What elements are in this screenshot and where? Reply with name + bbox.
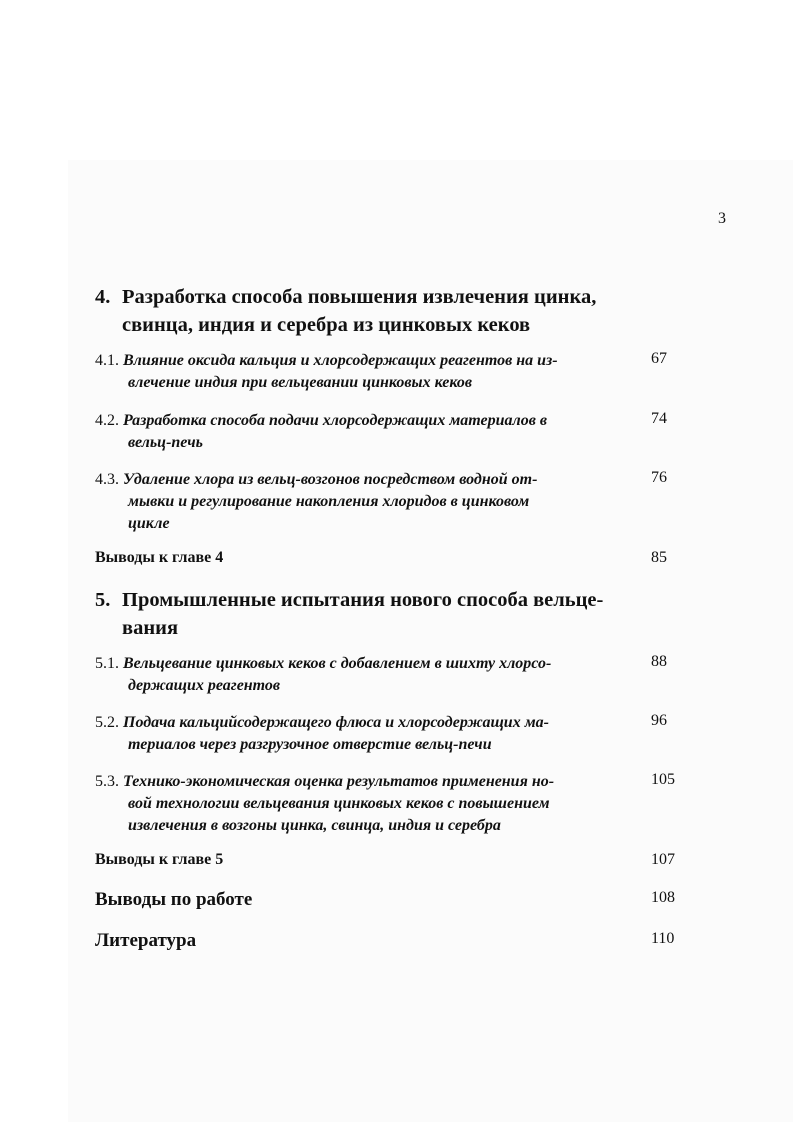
section-title-line1: Влияние оксида кальция и хлорсодержащих реагентов на из-	[123, 352, 558, 369]
section-label: 5.2.	[95, 714, 119, 731]
section-title-line3: цикле	[128, 515, 170, 532]
page-ref-conclusions-5: 107	[651, 851, 675, 868]
section-label: 5.3.	[95, 773, 119, 790]
page-number: 3	[718, 210, 726, 227]
section-title-line2: держащих реагентов	[128, 677, 281, 694]
chapter-4-conclusions: Выводы к главе 4	[95, 549, 224, 566]
section-title-line1: Разработка способа подачи хлорсодержащих материалов в	[123, 412, 548, 429]
chapter-5-number: 5.	[95, 589, 111, 611]
chapter-4-number: 4.	[95, 286, 111, 308]
section-title-line2: вельц-печь	[128, 434, 203, 451]
chapter-5-conclusions: Выводы к главе 5	[95, 851, 224, 868]
section-title-line2: териалов через разгрузочное отверстие вельц-печи	[128, 736, 492, 753]
chapter-4-title-line1: Разработка способа повышения извлечения цинка,	[122, 286, 597, 308]
chapter-5-title-line2: вания	[122, 617, 179, 639]
work-conclusions: Выводы по работе	[95, 889, 253, 910]
page-ref-work-conclusions: 108	[651, 889, 675, 906]
section-title-line2: влечение индия при вельцевании цинковых кеков	[128, 374, 472, 391]
section-label: 4.2.	[95, 412, 119, 429]
page-ref-literature: 110	[651, 930, 675, 947]
section-title-line1: Технико-экономическая оценка результатов применения но-	[123, 773, 555, 790]
page-ref-5-2: 96	[651, 712, 667, 729]
literature: Литература	[95, 930, 197, 951]
section-title-line1: Подача кальцийсодержащего флюса и хлорсодержащих ма-	[123, 714, 549, 731]
section-title-line3: извлечения в возгоны цинка, свинца, индия и серебра	[128, 817, 501, 834]
section-title-line1: Удаление хлора из вельц-возгонов посредством водной от-	[123, 471, 538, 488]
page-ref-5-3: 105	[651, 771, 675, 788]
section-label: 4.3.	[95, 471, 119, 488]
section-label: 5.1.	[95, 655, 119, 672]
page-ref-4-2: 74	[651, 410, 667, 427]
chapter-5-title-line1: Промышленные испытания нового способа вельце-	[122, 589, 604, 611]
section-title-line1: Вельцевание цинковых кеков с добавлением в шихту хлорсо-	[123, 655, 552, 672]
page-ref-5-1: 88	[651, 653, 667, 670]
section-title-line2: мывки и регулирование накопления хлоридов в цинковом	[128, 493, 530, 510]
chapter-4-title-line2: свинца, индия и серебра из цинковых кеков	[122, 314, 531, 336]
section-label: 4.1.	[95, 352, 119, 369]
page-ref-conclusions-4: 85	[651, 549, 667, 566]
page-ref-4-1: 67	[651, 350, 667, 367]
section-title-line2: вой технологии вельцевания цинковых кеков с повышением	[128, 795, 550, 812]
page-ref-4-3: 76	[651, 469, 667, 486]
